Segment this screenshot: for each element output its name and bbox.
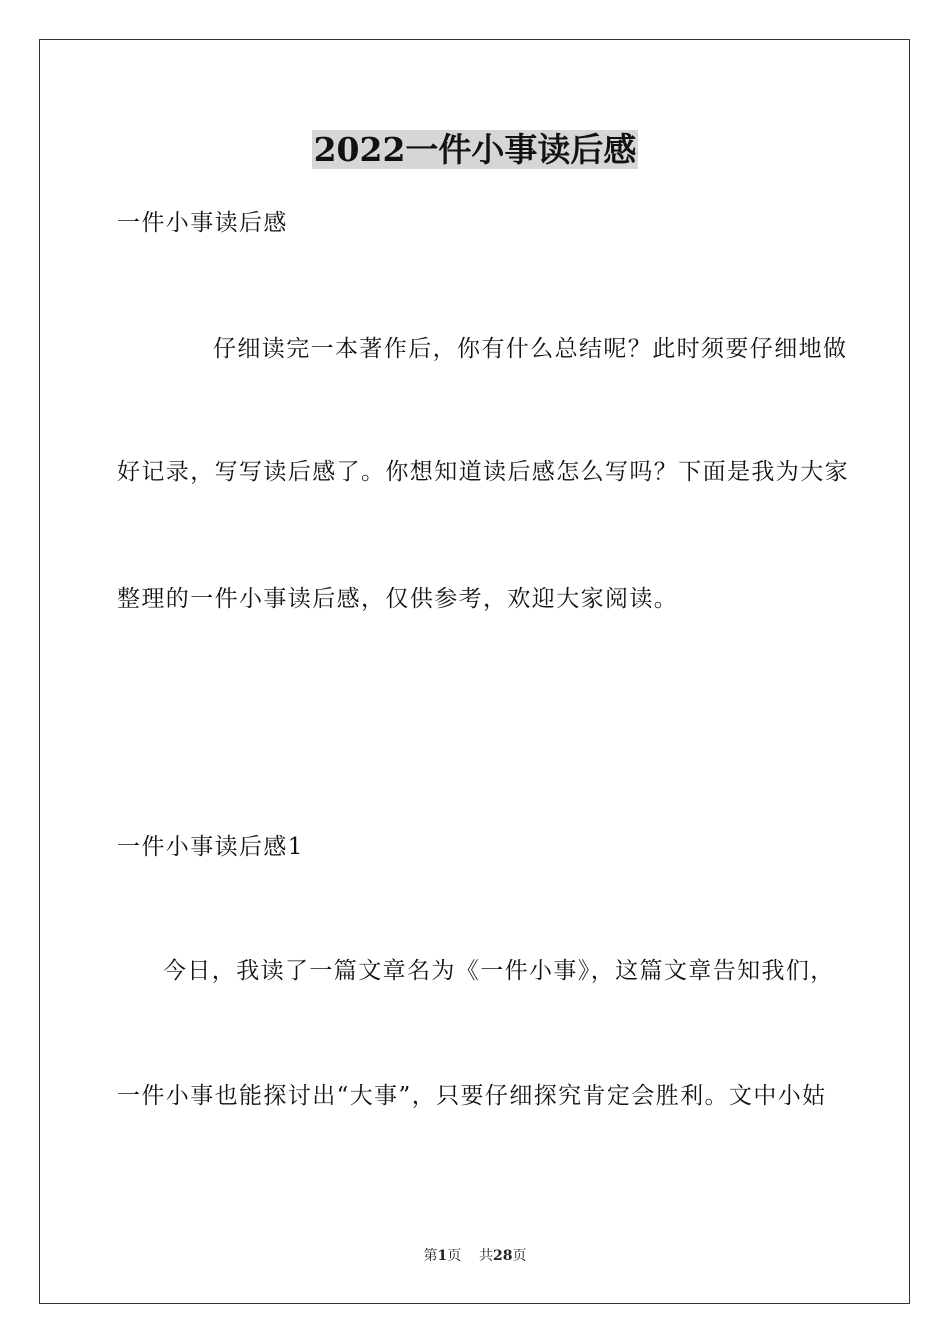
footer-page-prefix: 第 [423, 1248, 438, 1264]
footer-total-pages: 28 [493, 1248, 513, 1264]
intro-line-2: 好记录，写写读后感了。你想知道读后感怎么写吗？下面是我为大家 [117, 459, 849, 485]
footer-total-suffix: 页 [512, 1248, 527, 1264]
footer-page-suffix: 页 [447, 1248, 462, 1264]
intro-line-3: 整理的一件小事读后感，仅供参考，欢迎大家阅读。 [117, 586, 679, 612]
subtitle: 一件小事读后感 [117, 210, 288, 236]
section-heading: 一件小事读后感1 [117, 834, 304, 860]
page-footer [0, 1247, 950, 1265]
footer-total-prefix: 共 [479, 1248, 494, 1264]
intro-line-1: 仔细读完一本著作后，你有什么总结呢？此时须要仔细地做 [213, 336, 848, 362]
footer-page-number: 1 [437, 1248, 448, 1264]
document-title [0, 128, 950, 172]
section-line-2: 一件小事也能探讨出“大事”，只要仔细探究肯定会胜利。文中小姑 [117, 1083, 827, 1109]
document-title-text: 2022一件小事读后感 [313, 130, 637, 169]
section-line-1: 今日，我读了一篇文章名为《一件小事》，这篇文章告知我们， [163, 958, 835, 984]
